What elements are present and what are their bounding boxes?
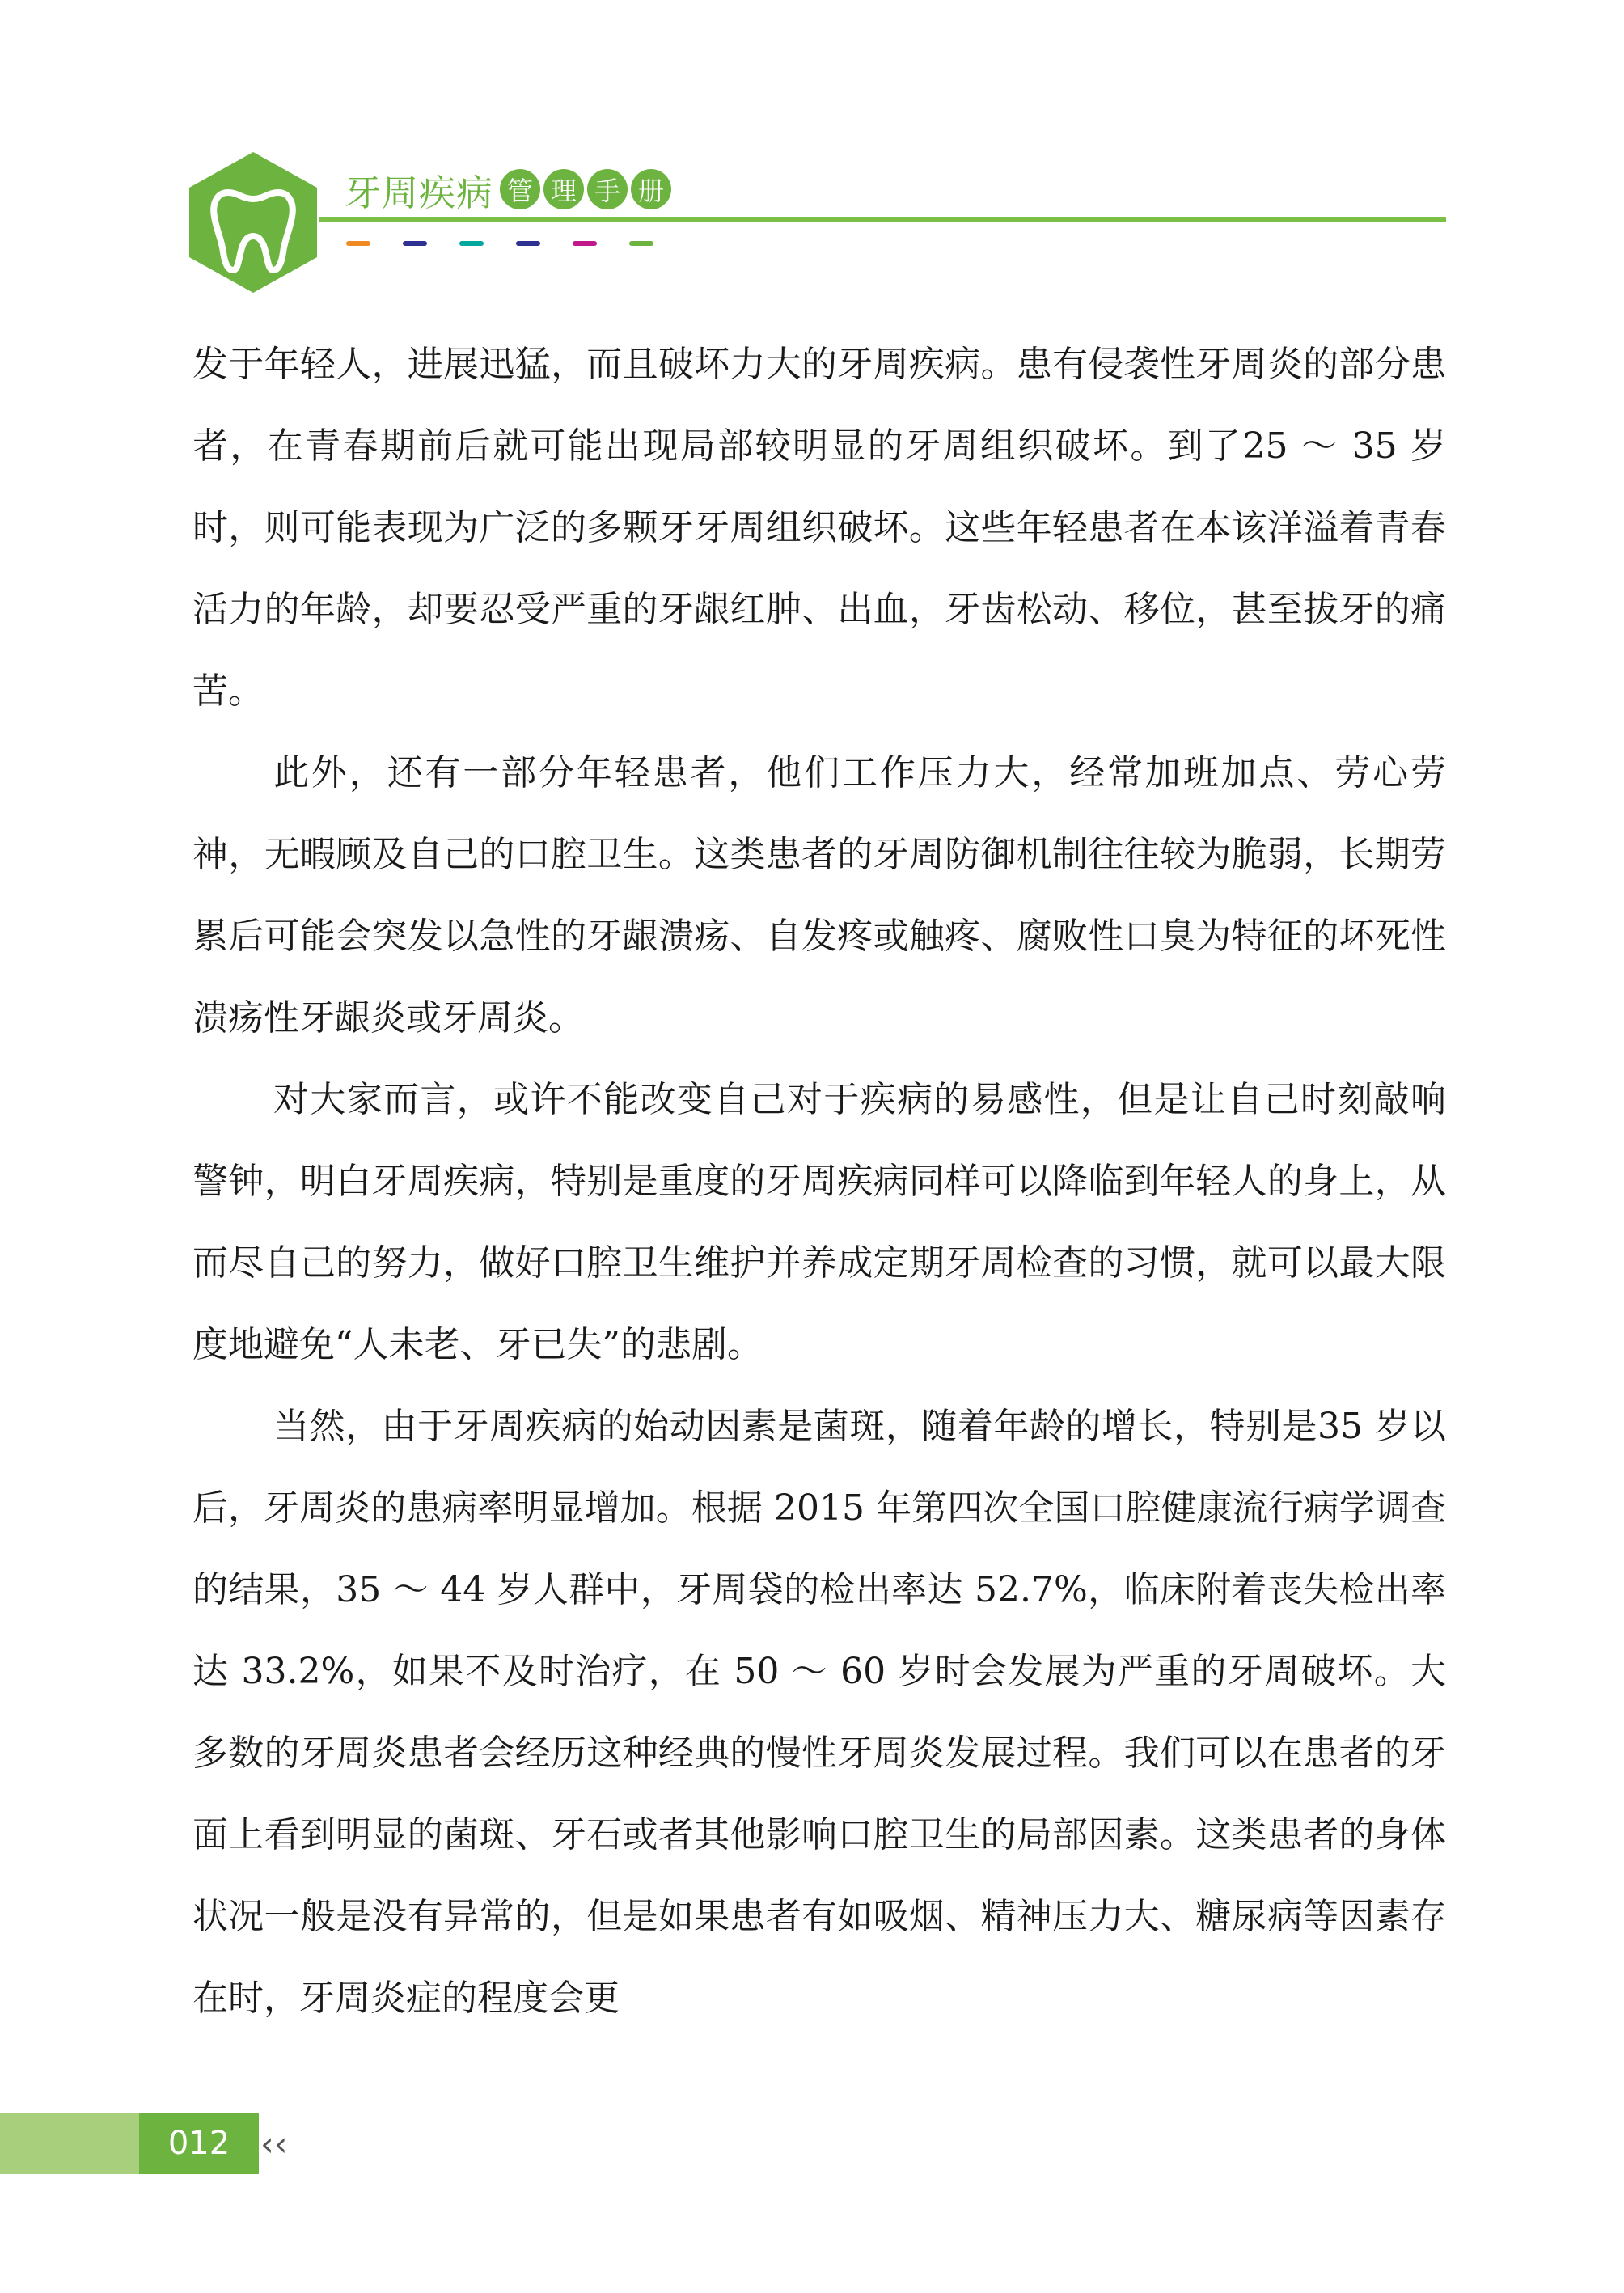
color-dash bbox=[573, 241, 597, 246]
body-text bbox=[192, 324, 1446, 2039]
title-pill: 理 bbox=[543, 169, 584, 209]
page-number: 012 bbox=[167, 2125, 230, 2162]
title-pill: 管 bbox=[500, 169, 540, 209]
header-divider bbox=[319, 217, 1446, 222]
book-title-pills bbox=[500, 169, 671, 209]
color-dash bbox=[346, 241, 370, 246]
paragraph: 此外，还有一部分年轻患者，他们工作压力大，经常加班加点、劳心劳神，无暇顾及自己的口腔卫生。这类患者的牙周防御机制往往较为脆弱，长期劳累后可能会突发以急性的牙龈溃疡、自发疼或触疼、腐败性口臭为特征的坏死性溃疡性牙龈炎或牙周炎。 bbox=[192, 752, 1446, 1039]
color-dash bbox=[629, 241, 653, 246]
page-header bbox=[0, 0, 1624, 307]
paragraph: 当然，由于牙周疾病的始动因素是菌斑，随着年龄的增长，特别是35 岁以后，牙周炎的患病率明显增加。根据 2015 年第四次全国口腔健康流行病学调查的结果，35 ～ 44 岁人群中，牙周袋的检出率达 52.7%，临床附着丧失检出率达 33.2%，如果不及时治疗，在 50 ～ 60 岁时会发展为严重的牙周破坏。大多数的牙周炎患者会经历这种经典的慢性牙周炎发展过程。我们可以在患者的牙面上看到明显的菌斑、牙石或者其他影响口腔卫生的局部因素。这类患者的身体状况一般是没有异常的，但是如果患者有如吸烟、精神压力大、糖尿病等因素存在时，牙周炎症的程度会更 bbox=[192, 1406, 1446, 2019]
color-dash bbox=[516, 241, 540, 246]
book-title bbox=[345, 165, 671, 214]
paragraph: 发于年轻人，进展迅猛，而且破坏力大的牙周疾病。患有侵袭性牙周炎的部分患者，在青春期前后就可能出现局部较明显的牙周组织破坏。到了25 ～ 35 岁时，则可能表现为广泛的多颗牙牙周组织破坏。这些年轻患者在本该洋溢着青春活力的年龄，却要忍受严重的牙龈红肿、出血，牙齿松动、移位，甚至拔牙的痛苦。 bbox=[192, 344, 1446, 712]
tooth-logo-icon bbox=[188, 150, 319, 294]
title-pill: 手 bbox=[587, 169, 628, 209]
color-dash-row bbox=[346, 241, 653, 246]
color-dash bbox=[403, 241, 427, 246]
footer-bar-light bbox=[0, 2113, 139, 2174]
color-dash bbox=[459, 241, 484, 246]
title-pill: 册 bbox=[631, 169, 671, 209]
book-title-main: 牙周疾病 bbox=[345, 171, 494, 214]
paragraph: 对大家而言，或许不能改变自己对于疾病的易感性，但是让自己时刻敲响警钟，明白牙周疾病，特别是重度的牙周疾病同样可以降临到年轻人的身上，从而尽自己的努力，做好口腔卫生维护并养成定期牙周检查的习惯，就可以最大限度地避免“人未老、牙已失”的悲剧。 bbox=[192, 1079, 1446, 1365]
chevron-left-icon: ‹‹ bbox=[260, 2123, 288, 2164]
